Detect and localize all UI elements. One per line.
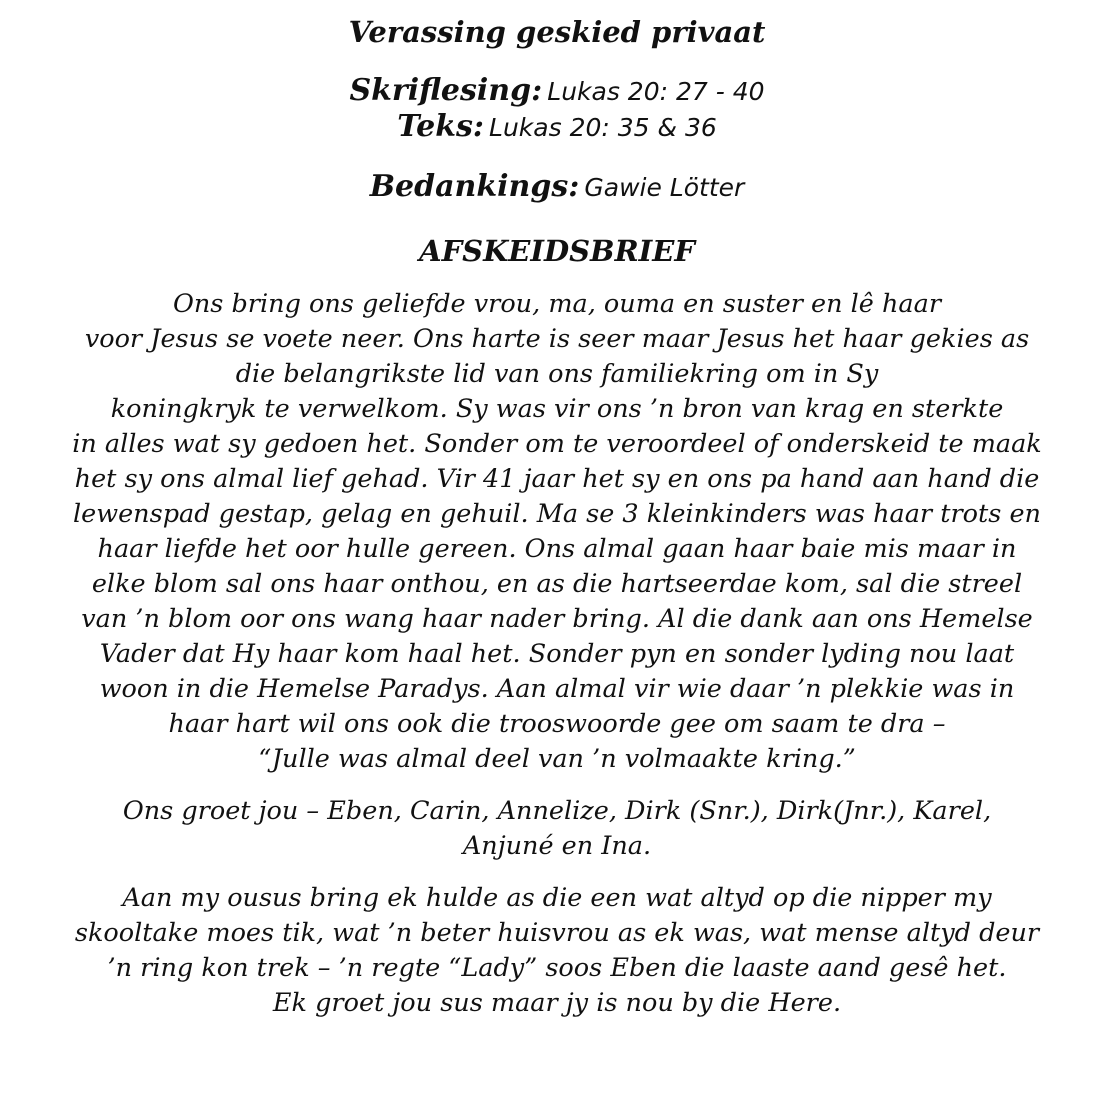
letter-line: haar hart wil ons ook die trooswoorde gee om saam te dra –	[168, 709, 946, 739]
tribute-line: Ek groet jou sus maar jy is nou by die Here.	[272, 988, 842, 1018]
scripture-reading-label: Skriflesing:	[349, 73, 543, 108]
scripture-reading-value: Lukas 20: 27 - 40	[547, 77, 765, 106]
text-line	[0, 111, 1114, 147]
text-value: Lukas 20: 35 & 36	[489, 113, 717, 142]
letter-line: het sy ons almal lief gehad. Vir 41 jaar het sy en ons pa hand aan hand die	[74, 464, 1040, 494]
family-greeting	[17, 794, 1097, 864]
letter-line: Ons bring ons geliefde vrou, ma, ouma en suster en lê haar	[172, 289, 942, 319]
letter-line: woon in die Hemelse Paradys. Aan almal vir wie daar ’n plekkie was in	[99, 674, 1015, 704]
letter-line: die belangrikste lid van ons familiekring om in Sy	[235, 359, 879, 389]
tribute-line: ’n ring kon trek – ’n regte “Lady” soos Eben die laaste aand gesê het.	[107, 953, 1007, 983]
text-label: Teks:	[397, 109, 484, 144]
thanks-value: Gawie Lötter	[584, 173, 745, 202]
letter-line: in alles wat sy gedoen het. Sonder om te veroordeel of onderskeid te maak	[72, 429, 1042, 459]
tribute-line: skooltake moes tik, wat ’n beter huisvrou as ek was, wat mense altyd deur	[74, 918, 1040, 948]
letter-line: koningkryk te verwelkom. Sy was vir ons ’n bron van krag en sterkte	[110, 394, 1004, 424]
service-title: Verassing geskied privaat	[348, 15, 766, 49]
thanks-label: Bedankings:	[369, 169, 580, 204]
letter-line: haar liefde het oor hulle gereen. Ons almal gaan haar baie mis maar in	[97, 534, 1017, 564]
greeting-line: Ons groet jou – Eben, Carin, Annelize, Dirk (Snr.), Dirk(Jnr.), Karel,	[122, 796, 992, 826]
greeting-line: Anjuné en Ina.	[462, 831, 652, 861]
scripture-reading-line	[0, 75, 1114, 111]
letter-line: lewenspad gestap, gelag en gehuil. Ma se 3 kleinkinders was haar trots en	[73, 499, 1041, 529]
farewell-letter	[17, 287, 1097, 777]
thanks-line	[0, 171, 1114, 207]
letter-line: “Julle was almal deel van ’n volmaakte kring.”	[258, 744, 856, 774]
letter-line: Vader dat Hy haar kom haal het. Sonder pyn en sonder lyding nou laat	[99, 639, 1015, 669]
letter-line: voor Jesus se voete neer. Ons harte is seer maar Jesus het haar gekies as	[84, 324, 1030, 354]
letter-line: elke blom sal ons haar onthou, en as die hartseerdae kom, sal die streel	[91, 569, 1023, 599]
letter-title: AFSKEIDSBRIEF	[419, 234, 695, 268]
letter-line: van ’n blom oor ons wang haar nader bring. Al die dank aan ons Hemelse	[81, 604, 1033, 634]
sister-tribute	[17, 881, 1097, 1021]
tribute-line: Aan my ousus bring ek hulde as die een wat altyd op die nipper my	[122, 883, 992, 913]
